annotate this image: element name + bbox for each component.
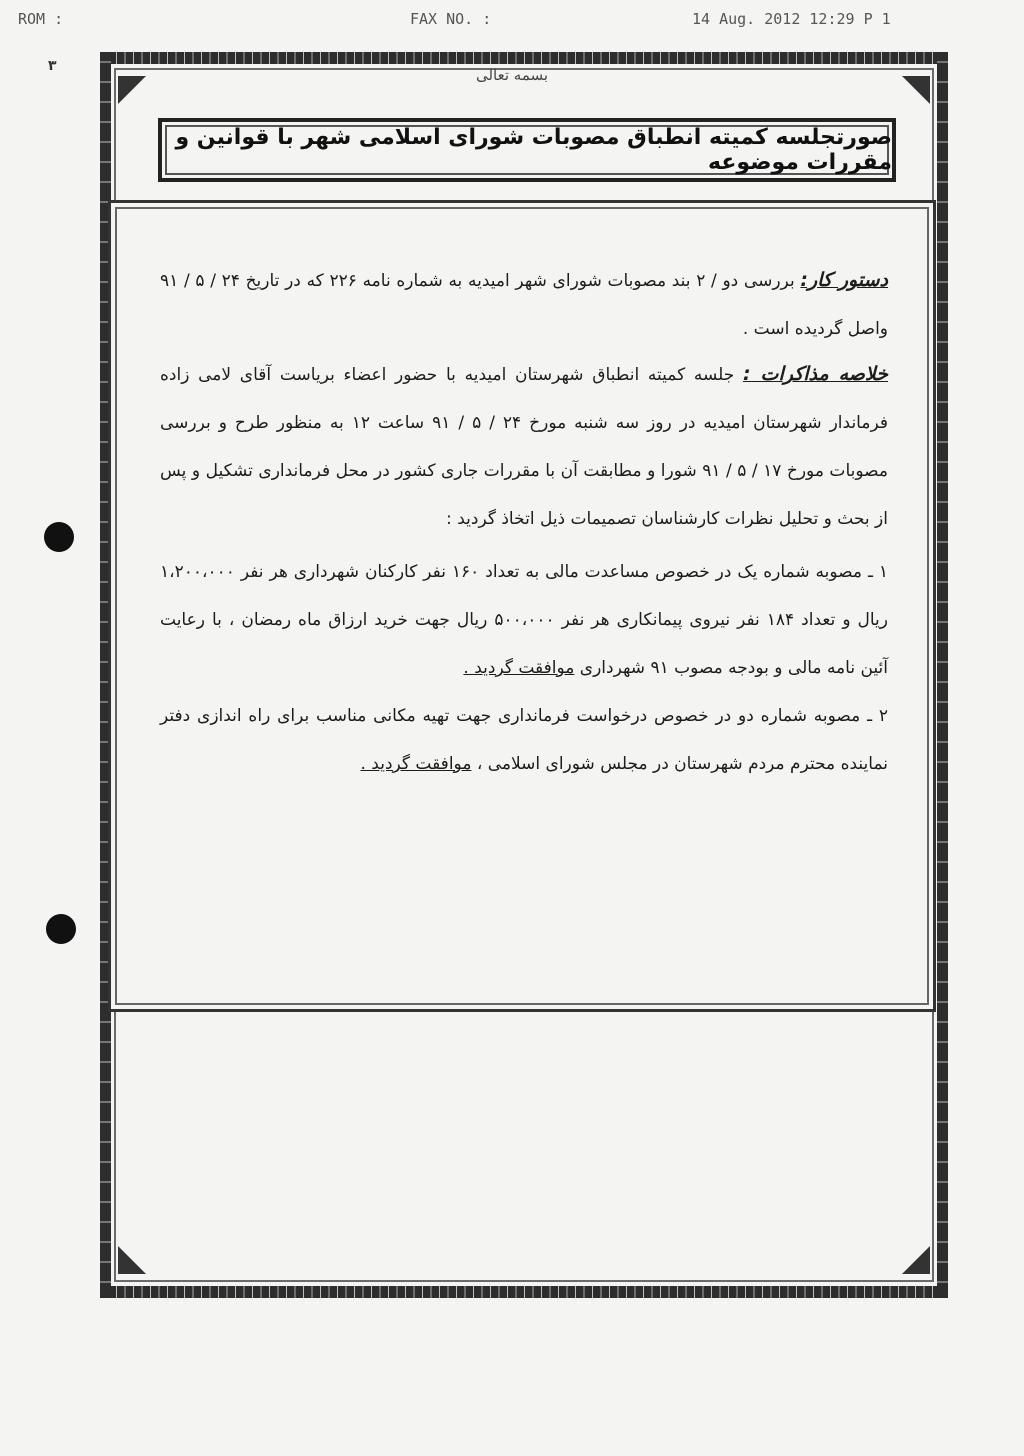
summary-label: خلاصه مذاکرات : — [743, 363, 889, 385]
agenda-label: دستور کار: — [800, 269, 888, 291]
summary-paragraph — [160, 350, 888, 543]
fax-from: ROM : — [18, 10, 64, 28]
punch-hole — [46, 914, 76, 944]
basmala: بسمه تعالی — [475, 66, 549, 84]
fax-number: FAX NO. : — [410, 10, 492, 28]
title-box — [158, 118, 896, 182]
frame-border-bottom — [100, 1286, 948, 1298]
fax-header — [0, 10, 1024, 32]
frame-inner-line — [114, 1280, 934, 1282]
resolution-2-text: ۲ ـ مصوبه شماره دو در خصوص درخواست فرمانداری جهت تهیه مکانی مناسب برای راه اندازی دفتر نماینده محترم مردم شهرستان در مجلس شورای اسلامی ، — [160, 706, 888, 774]
frame-border-top — [100, 52, 948, 64]
corner-ornament — [902, 1246, 930, 1274]
resolution-item-1 — [160, 548, 888, 692]
punch-hole — [44, 522, 74, 552]
corner-ornament — [118, 1246, 146, 1274]
page-mark: ۳ — [48, 58, 57, 74]
resolution-item-2 — [160, 692, 888, 788]
agenda-paragraph — [160, 256, 888, 353]
resolution-1-decision: موافقت گردید . — [463, 658, 575, 678]
resolution-1-text: ۱ ـ مصوبه شماره یک در خصوص مساعدت مالی به تعداد ۱۶۰ نفر کارکنان شهرداری هر نفر ۱،۲۰۰،۰۰۰ ریال و تعداد ۱۸۴ نفر نیروی پیمانکاری هر نفر ۵۰۰،۰۰۰ ریال جهت خرید ارزاق ماه رمضان ، با رعایت آئین نامه مالی و بودجه مصوب ۹۱ شهرداری — [160, 562, 889, 678]
frame-border-right — [937, 52, 948, 1298]
document-title: صورتجلسه کمیته انطباق مصوبات شورای اسلامی شهر با قوانین و مقررات موضوعه — [175, 125, 892, 175]
summary-text: جلسه کمیته انطباق شهرستان امیدیه با حضور اعضاء بریاست آقای لامی زاده فرماندار شهرستان امیدیه در روز سه شنبه مورخ ۲۴ / ۵ / ۹۱ ساعت ۱۲ به منظور طرح و بررسی مصوبات مورخ ۱۷ / ۵ / ۹۱ شورا و مطابقت آن با مقررات جاری کشور در محل فرمانداری تشکیل و پس از بحث و تحلیل نظرات کارشناسان تصمیمات ذیل اتخاذ گردید : — [160, 365, 888, 529]
fax-date-time: 14 Aug. 2012 12:29 P 1 — [692, 10, 891, 28]
agenda-text: بررسی دو / ۲ بند مصوبات شورای شهر امیدیه به شماره نامه ۲۲۶ که در تاریخ ۲۴ / ۵ / ۹۱ واصل گردیده است . — [160, 271, 888, 339]
resolution-2-decision: موافقت گردید . — [360, 754, 472, 774]
